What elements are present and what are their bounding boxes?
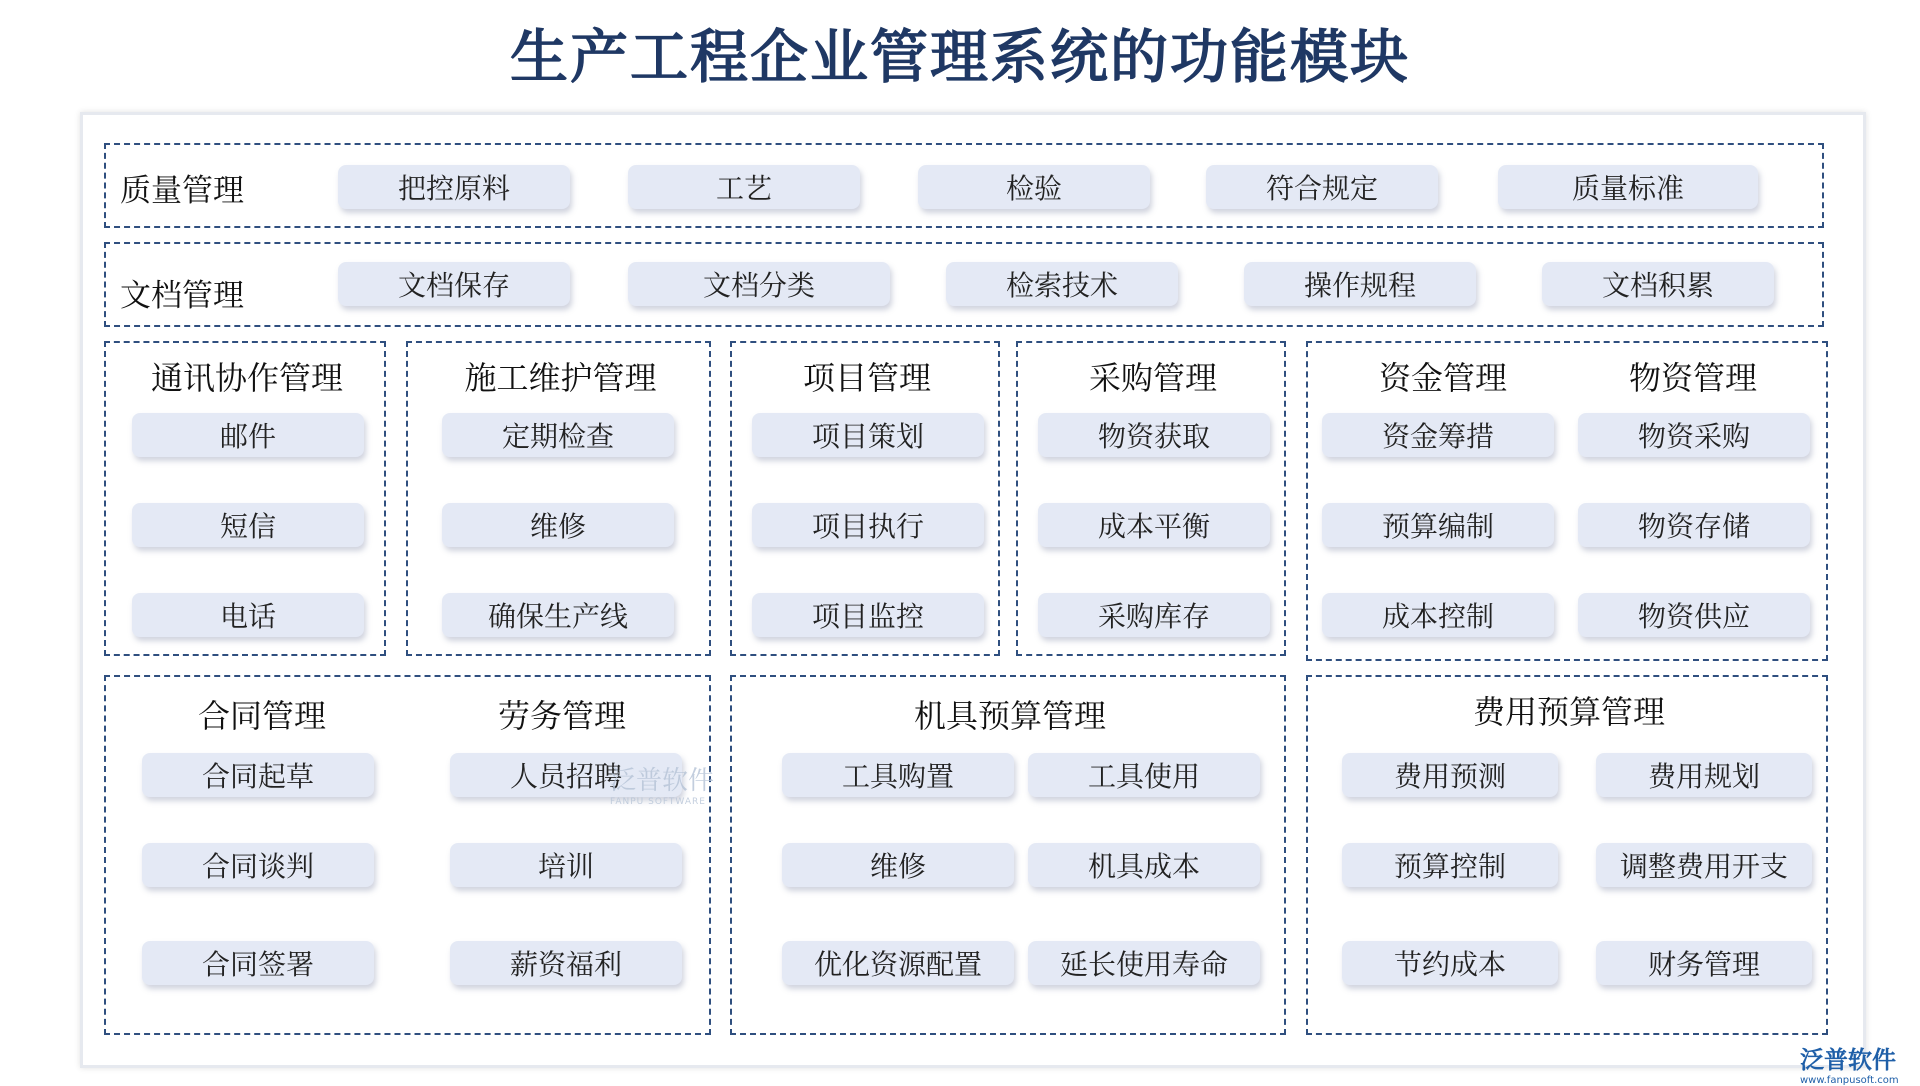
expense-item: 费用预测 — [1342, 753, 1558, 797]
diagram-title: 生产工程企业管理系统的功能模块 — [509, 23, 1410, 91]
communication-item: 短信 — [132, 503, 364, 547]
document-item: 操作规程 — [1244, 262, 1476, 306]
materials-item: 物资供应 — [1578, 593, 1810, 637]
purchase-management-heading: 采购管理 — [1088, 359, 1217, 397]
construction-item: 维修 — [442, 503, 674, 547]
document-item: 检索技术 — [946, 262, 1178, 306]
quality-item: 工艺 — [628, 165, 860, 209]
document-item: 文档积累 — [1542, 262, 1774, 306]
brand-url: www.fanpusoft.com — [1800, 1075, 1899, 1086]
materials-item: 物资存储 — [1578, 503, 1810, 547]
project-item: 项目执行 — [752, 503, 984, 547]
quality-management-box — [104, 143, 1824, 228]
communication-item: 邮件 — [132, 413, 364, 457]
project-management-box — [730, 341, 1000, 656]
contract-management-heading: 合同管理 — [197, 697, 326, 735]
machine-item: 维修 — [782, 843, 1014, 887]
project-management-heading: 项目管理 — [802, 359, 931, 397]
machine-item: 优化资源配置 — [782, 941, 1014, 985]
purchase-item: 物资获取 — [1038, 413, 1270, 457]
communication-management-heading: 通讯协作管理 — [150, 359, 343, 397]
quality-management-label: 质量管理 — [120, 173, 244, 209]
labor-item: 人员招聘 — [450, 753, 682, 797]
quality-item: 检验 — [918, 165, 1150, 209]
contract-item: 合同谈判 — [142, 843, 374, 887]
construction-maintenance-box — [406, 341, 711, 656]
watermark — [610, 760, 714, 807]
machine-budget-heading: 机具预算管理 — [913, 697, 1106, 735]
machine-item: 延长使用寿命 — [1028, 941, 1260, 985]
document-management-box — [104, 242, 1824, 327]
funds-item: 成本控制 — [1322, 593, 1554, 637]
expense-item: 财务管理 — [1596, 941, 1812, 985]
materials-management-heading: 物资管理 — [1628, 359, 1757, 397]
materials-item: 物资采购 — [1578, 413, 1810, 457]
quality-item: 符合规定 — [1206, 165, 1438, 209]
document-item: 文档分类 — [628, 262, 890, 306]
funds-item: 资金筹措 — [1322, 413, 1554, 457]
machine-item: 工具使用 — [1028, 753, 1260, 797]
expense-item: 费用规划 — [1596, 753, 1812, 797]
purchase-item: 成本平衡 — [1038, 503, 1270, 547]
machine-item: 机具成本 — [1028, 843, 1260, 887]
contract-labor-box — [104, 675, 711, 1035]
construction-maintenance-heading: 施工维护管理 — [464, 359, 657, 397]
watermark-text: 泛普软件 — [610, 766, 715, 796]
funds-management-heading: 资金管理 — [1378, 359, 1507, 397]
document-item: 文档保存 — [338, 262, 570, 306]
project-item: 项目监控 — [752, 593, 984, 637]
brand-logo — [1800, 1040, 1899, 1086]
communication-management-box — [104, 341, 386, 656]
purchase-item: 采购库存 — [1038, 593, 1270, 637]
construction-item: 确保生产线 — [442, 593, 674, 637]
expense-budget-heading: 费用预算管理 — [1472, 693, 1665, 731]
project-item: 项目策划 — [752, 413, 984, 457]
quality-item: 把控原料 — [338, 165, 570, 209]
purchase-management-box — [1016, 341, 1286, 656]
expense-item: 节约成本 — [1342, 941, 1558, 985]
quality-item: 质量标准 — [1498, 165, 1758, 209]
labor-management-heading: 劳务管理 — [497, 697, 626, 735]
machine-budget-box — [730, 675, 1286, 1035]
funds-materials-box — [1306, 341, 1828, 661]
expense-item: 调整费用开支 — [1596, 843, 1812, 887]
labor-item: 培训 — [450, 843, 682, 887]
communication-item: 电话 — [132, 593, 364, 637]
funds-item: 预算编制 — [1322, 503, 1554, 547]
contract-item: 合同签署 — [142, 941, 374, 985]
watermark-subtext: FANPU SOFTWARE — [610, 797, 706, 807]
construction-item: 定期检查 — [442, 413, 674, 457]
expense-budget-box — [1306, 675, 1828, 1035]
contract-item: 合同起草 — [142, 753, 374, 797]
document-management-label: 文档管理 — [120, 278, 244, 314]
brand-text: 泛普软件 — [1800, 1046, 1896, 1074]
expense-item: 预算控制 — [1342, 843, 1558, 887]
machine-item: 工具购置 — [782, 753, 1014, 797]
labor-item: 薪资福利 — [450, 941, 682, 985]
